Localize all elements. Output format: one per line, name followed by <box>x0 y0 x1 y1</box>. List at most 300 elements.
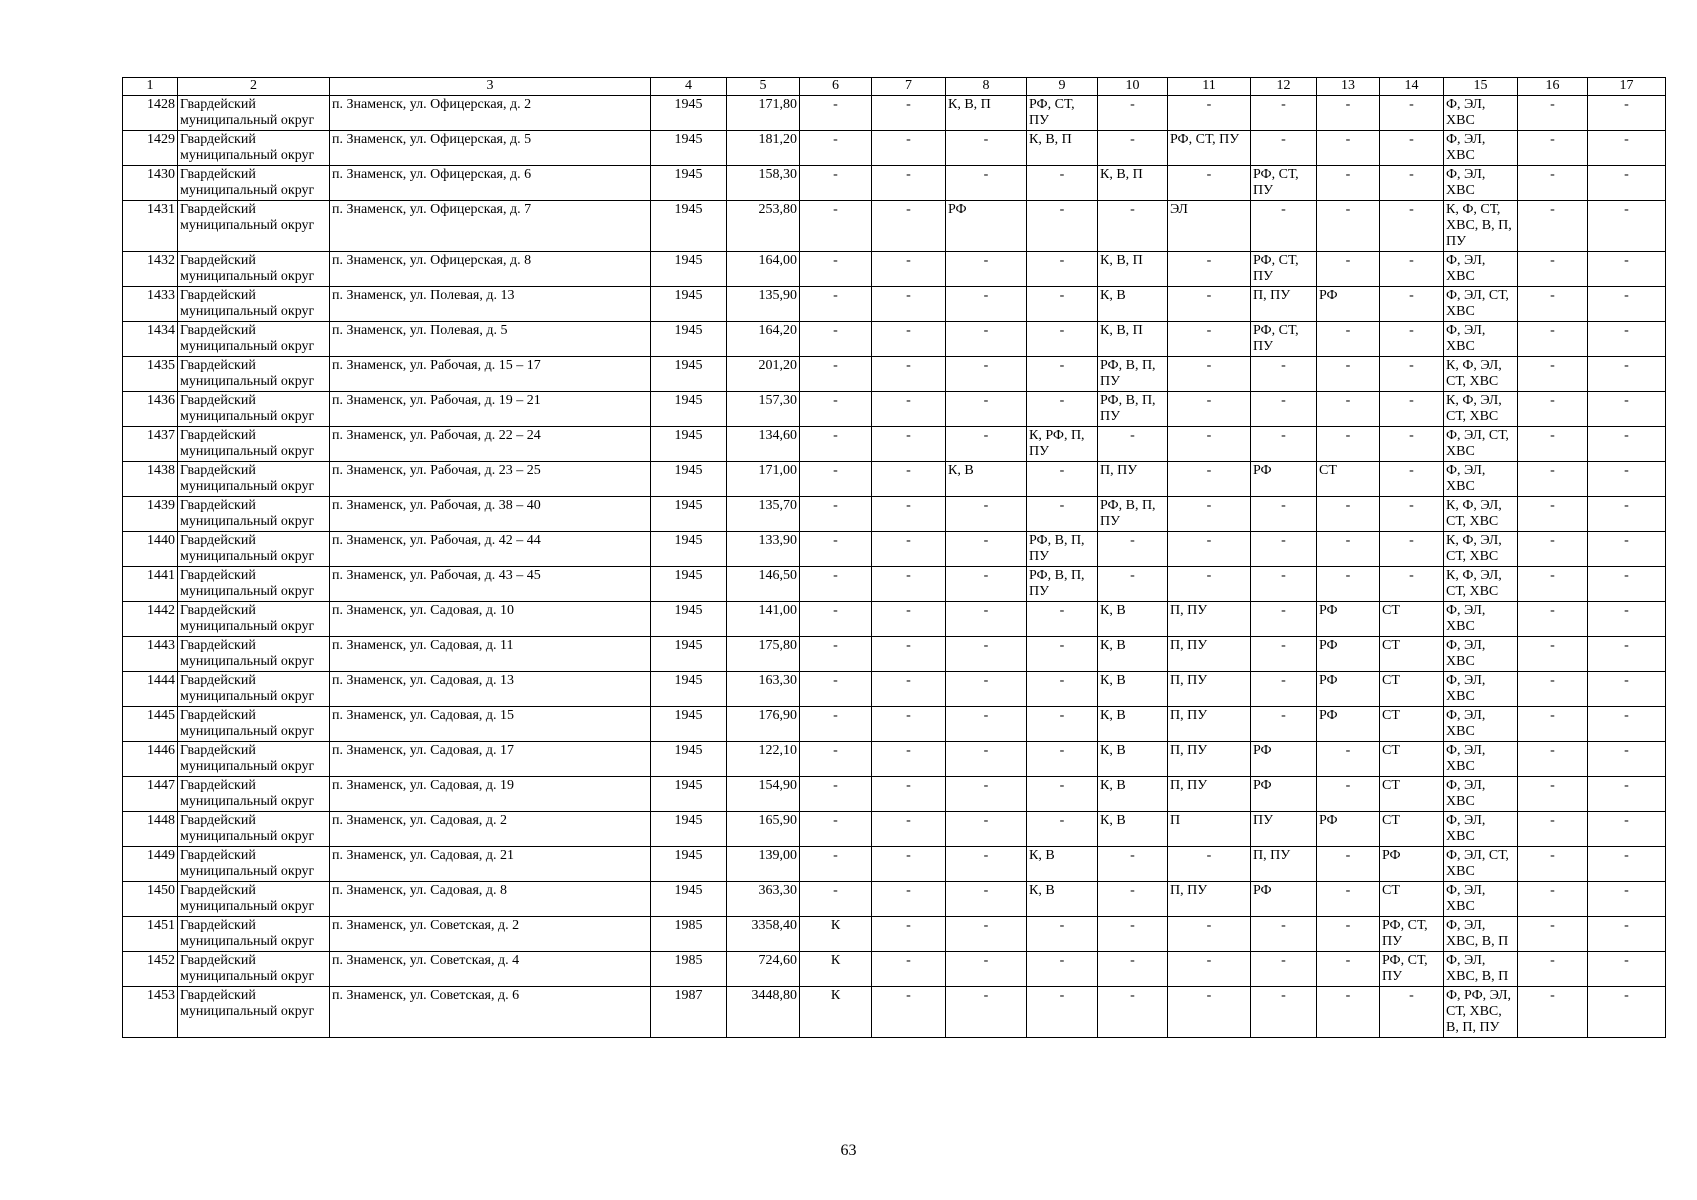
cell-area: 171,80 <box>727 96 800 131</box>
cell-row-number: 1434 <box>123 322 178 357</box>
cell-col-8: - <box>946 847 1027 882</box>
table-row <box>123 637 1666 672</box>
cell-area: 135,70 <box>727 497 800 532</box>
cell-col-14: СТ <box>1380 777 1444 812</box>
cell-col-13: - <box>1317 96 1380 131</box>
cell-col-13: - <box>1317 166 1380 201</box>
cell-year: 1945 <box>651 707 727 742</box>
cell-col-17: - <box>1588 201 1666 252</box>
cell-year: 1945 <box>651 166 727 201</box>
cell-col-11: РФ, СТ, ПУ <box>1168 131 1251 166</box>
cell-address: п. Знаменск, ул. Офицерская, д. 6 <box>330 166 651 201</box>
cell-col-9: - <box>1027 742 1098 777</box>
cell-col-9: К, РФ, П, ПУ <box>1027 427 1098 462</box>
cell-col-12: - <box>1251 707 1317 742</box>
cell-col-13: - <box>1317 322 1380 357</box>
cell-col-12: - <box>1251 96 1317 131</box>
cell-area: 133,90 <box>727 532 800 567</box>
cell-col-17: - <box>1588 532 1666 567</box>
column-header-17: 17 <box>1588 78 1666 96</box>
cell-row-number: 1453 <box>123 987 178 1038</box>
cell-address: п. Знаменск, ул. Садовая, д. 21 <box>330 847 651 882</box>
cell-col-16: - <box>1518 131 1588 166</box>
cell-col-7: - <box>872 427 946 462</box>
cell-col-6: - <box>800 497 872 532</box>
cell-row-number: 1441 <box>123 567 178 602</box>
cell-address: п. Знаменск, ул. Офицерская, д. 2 <box>330 96 651 131</box>
cell-col-15: К, Ф, ЭЛ, СТ, ХВС <box>1444 497 1518 532</box>
cell-col-17: - <box>1588 462 1666 497</box>
cell-col-12: - <box>1251 637 1317 672</box>
cell-area: 141,00 <box>727 602 800 637</box>
cell-district: Гвардейский муниципальный округ <box>178 287 330 322</box>
cell-col-15: К, Ф, ЭЛ, СТ, ХВС <box>1444 357 1518 392</box>
cell-col-14: РФ, СТ, ПУ <box>1380 952 1444 987</box>
cell-area: 158,30 <box>727 166 800 201</box>
cell-col-16: - <box>1518 166 1588 201</box>
cell-year: 1945 <box>651 322 727 357</box>
cell-col-10: - <box>1098 847 1168 882</box>
cell-col-9: - <box>1027 357 1098 392</box>
cell-col-6: - <box>800 427 872 462</box>
cell-col-16: - <box>1518 602 1588 637</box>
cell-col-7: - <box>872 707 946 742</box>
cell-col-7: - <box>872 322 946 357</box>
cell-col-16: - <box>1518 672 1588 707</box>
column-header-16: 16 <box>1518 78 1588 96</box>
cell-col-8: - <box>946 917 1027 952</box>
cell-year: 1945 <box>651 602 727 637</box>
cell-col-17: - <box>1588 131 1666 166</box>
cell-col-10: - <box>1098 882 1168 917</box>
cell-col-8: - <box>946 672 1027 707</box>
cell-col-12: РФ <box>1251 742 1317 777</box>
cell-col-6: - <box>800 812 872 847</box>
cell-address: п. Знаменск, ул. Офицерская, д. 7 <box>330 201 651 252</box>
cell-col-15: Ф, ЭЛ, ХВС <box>1444 742 1518 777</box>
cell-col-10: К, В <box>1098 602 1168 637</box>
cell-col-17: - <box>1588 707 1666 742</box>
cell-area: 253,80 <box>727 201 800 252</box>
cell-col-15: Ф, ЭЛ, ХВС, В, П <box>1444 917 1518 952</box>
cell-address: п. Знаменск, ул. Садовая, д. 2 <box>330 812 651 847</box>
cell-col-9: К, В, П <box>1027 131 1098 166</box>
table-row <box>123 847 1666 882</box>
cell-col-12: - <box>1251 672 1317 707</box>
cell-district: Гвардейский муниципальный округ <box>178 812 330 847</box>
cell-col-6: - <box>800 166 872 201</box>
cell-col-17: - <box>1588 252 1666 287</box>
table-row <box>123 497 1666 532</box>
cell-col-14: - <box>1380 392 1444 427</box>
table-row <box>123 812 1666 847</box>
cell-col-11: П, ПУ <box>1168 672 1251 707</box>
cell-district: Гвардейский муниципальный округ <box>178 952 330 987</box>
cell-col-8: - <box>946 987 1027 1038</box>
cell-col-7: - <box>872 952 946 987</box>
cell-col-12: РФ, СТ, ПУ <box>1251 322 1317 357</box>
cell-col-11: - <box>1168 952 1251 987</box>
table-row <box>123 532 1666 567</box>
table-row <box>123 357 1666 392</box>
cell-row-number: 1452 <box>123 952 178 987</box>
cell-col-10: К, В, П <box>1098 252 1168 287</box>
cell-col-8: - <box>946 497 1027 532</box>
cell-col-17: - <box>1588 672 1666 707</box>
cell-col-6: - <box>800 602 872 637</box>
cell-col-9: - <box>1027 602 1098 637</box>
cell-col-12: - <box>1251 602 1317 637</box>
cell-col-6: - <box>800 287 872 322</box>
cell-col-15: Ф, РФ, ЭЛ, СТ, ХВС, В, П, ПУ <box>1444 987 1518 1038</box>
cell-col-12: - <box>1251 567 1317 602</box>
cell-col-16: - <box>1518 637 1588 672</box>
cell-area: 201,20 <box>727 357 800 392</box>
cell-address: п. Знаменск, ул. Рабочая, д. 19 – 21 <box>330 392 651 427</box>
cell-col-6: - <box>800 201 872 252</box>
cell-col-8: К, В, П <box>946 96 1027 131</box>
cell-col-9: К, В <box>1027 882 1098 917</box>
cell-col-15: Ф, ЭЛ, ХВС <box>1444 462 1518 497</box>
cell-col-16: - <box>1518 987 1588 1038</box>
cell-col-8: - <box>946 882 1027 917</box>
cell-address: п. Знаменск, ул. Рабочая, д. 22 – 24 <box>330 427 651 462</box>
cell-col-7: - <box>872 987 946 1038</box>
table-row <box>123 742 1666 777</box>
registry-table <box>122 77 1666 1038</box>
cell-address: п. Знаменск, ул. Садовая, д. 15 <box>330 707 651 742</box>
cell-col-10: К, В <box>1098 812 1168 847</box>
cell-col-12: П, ПУ <box>1251 287 1317 322</box>
cell-col-12: - <box>1251 987 1317 1038</box>
cell-col-14: - <box>1380 252 1444 287</box>
cell-col-13: - <box>1317 497 1380 532</box>
cell-row-number: 1440 <box>123 532 178 567</box>
cell-address: п. Знаменск, ул. Рабочая, д. 42 – 44 <box>330 532 651 567</box>
cell-col-9: - <box>1027 672 1098 707</box>
cell-col-6: - <box>800 392 872 427</box>
cell-area: 181,20 <box>727 131 800 166</box>
cell-col-15: Ф, ЭЛ, ХВС <box>1444 96 1518 131</box>
cell-col-7: - <box>872 287 946 322</box>
cell-col-13: РФ <box>1317 812 1380 847</box>
cell-col-16: - <box>1518 287 1588 322</box>
cell-address: п. Знаменск, ул. Рабочая, д. 38 – 40 <box>330 497 651 532</box>
cell-year: 1945 <box>651 777 727 812</box>
cell-year: 1985 <box>651 952 727 987</box>
cell-col-15: Ф, ЭЛ, ХВС <box>1444 812 1518 847</box>
cell-district: Гвардейский муниципальный округ <box>178 847 330 882</box>
cell-col-14: - <box>1380 357 1444 392</box>
cell-col-10: РФ, В, П, ПУ <box>1098 497 1168 532</box>
cell-address: п. Знаменск, ул. Садовая, д. 19 <box>330 777 651 812</box>
page-number: 63 <box>840 1142 857 1159</box>
cell-col-9: - <box>1027 777 1098 812</box>
cell-col-7: - <box>872 497 946 532</box>
cell-col-17: - <box>1588 847 1666 882</box>
cell-col-16: - <box>1518 392 1588 427</box>
cell-col-8: - <box>946 637 1027 672</box>
cell-row-number: 1437 <box>123 427 178 462</box>
cell-col-8: РФ <box>946 201 1027 252</box>
cell-area: 157,30 <box>727 392 800 427</box>
column-header-4: 4 <box>651 78 727 96</box>
cell-col-13: - <box>1317 742 1380 777</box>
cell-col-6: - <box>800 637 872 672</box>
cell-col-15: К, Ф, СТ, ХВС, В, П, ПУ <box>1444 201 1518 252</box>
cell-address: п. Знаменск, ул. Офицерская, д. 8 <box>330 252 651 287</box>
cell-col-10: РФ, В, П, ПУ <box>1098 392 1168 427</box>
cell-col-11: - <box>1168 166 1251 201</box>
cell-col-12: ПУ <box>1251 812 1317 847</box>
table-row <box>123 166 1666 201</box>
cell-col-7: - <box>872 882 946 917</box>
cell-col-7: - <box>872 392 946 427</box>
cell-col-9: - <box>1027 952 1098 987</box>
cell-year: 1945 <box>651 847 727 882</box>
cell-col-15: Ф, ЭЛ, СТ, ХВС <box>1444 427 1518 462</box>
cell-col-9: РФ, В, П, ПУ <box>1027 532 1098 567</box>
cell-col-15: Ф, ЭЛ, ХВС <box>1444 166 1518 201</box>
cell-col-17: - <box>1588 427 1666 462</box>
cell-col-11: П <box>1168 812 1251 847</box>
cell-col-16: - <box>1518 322 1588 357</box>
cell-col-15: Ф, ЭЛ, СТ, ХВС <box>1444 847 1518 882</box>
cell-area: 146,50 <box>727 567 800 602</box>
cell-col-8: - <box>946 812 1027 847</box>
cell-col-9: - <box>1027 812 1098 847</box>
cell-address: п. Знаменск, ул. Советская, д. 4 <box>330 952 651 987</box>
cell-col-11: - <box>1168 917 1251 952</box>
cell-col-11: П, ПУ <box>1168 637 1251 672</box>
cell-area: 164,00 <box>727 252 800 287</box>
cell-col-9: - <box>1027 707 1098 742</box>
cell-col-10: К, В, П <box>1098 322 1168 357</box>
cell-col-6: - <box>800 847 872 882</box>
cell-col-15: К, Ф, ЭЛ, СТ, ХВС <box>1444 392 1518 427</box>
table-row <box>123 987 1666 1038</box>
table-row <box>123 462 1666 497</box>
cell-year: 1945 <box>651 462 727 497</box>
table-row <box>123 567 1666 602</box>
cell-year: 1945 <box>651 567 727 602</box>
cell-district: Гвардейский муниципальный округ <box>178 252 330 287</box>
cell-col-14: - <box>1380 497 1444 532</box>
cell-col-17: - <box>1588 287 1666 322</box>
cell-col-11: - <box>1168 252 1251 287</box>
cell-col-13: РФ <box>1317 287 1380 322</box>
cell-year: 1945 <box>651 742 727 777</box>
cell-year: 1985 <box>651 917 727 952</box>
cell-year: 1945 <box>651 637 727 672</box>
header-row <box>123 78 1666 96</box>
cell-row-number: 1438 <box>123 462 178 497</box>
cell-col-8: - <box>946 427 1027 462</box>
cell-col-6: - <box>800 672 872 707</box>
cell-col-13: - <box>1317 357 1380 392</box>
cell-col-13: - <box>1317 952 1380 987</box>
cell-row-number: 1439 <box>123 497 178 532</box>
cell-year: 1945 <box>651 497 727 532</box>
cell-col-15: К, Ф, ЭЛ, СТ, ХВС <box>1444 532 1518 567</box>
column-header-15: 15 <box>1444 78 1518 96</box>
cell-col-7: - <box>872 637 946 672</box>
cell-col-7: - <box>872 131 946 166</box>
cell-col-7: - <box>872 602 946 637</box>
cell-col-6: - <box>800 252 872 287</box>
cell-address: п. Знаменск, ул. Садовая, д. 17 <box>330 742 651 777</box>
cell-col-7: - <box>872 812 946 847</box>
cell-col-7: - <box>872 917 946 952</box>
cell-col-11: - <box>1168 847 1251 882</box>
cell-col-8: - <box>946 131 1027 166</box>
cell-col-12: РФ, СТ, ПУ <box>1251 166 1317 201</box>
cell-col-10: К, В <box>1098 637 1168 672</box>
cell-area: 176,90 <box>727 707 800 742</box>
cell-district: Гвардейский муниципальный округ <box>178 532 330 567</box>
cell-col-8: К, В <box>946 462 1027 497</box>
cell-col-16: - <box>1518 917 1588 952</box>
cell-col-6: - <box>800 96 872 131</box>
cell-col-7: - <box>872 742 946 777</box>
cell-col-11: - <box>1168 427 1251 462</box>
cell-col-6: - <box>800 882 872 917</box>
cell-col-15: Ф, ЭЛ, СТ, ХВС <box>1444 287 1518 322</box>
table-row <box>123 672 1666 707</box>
cell-district: Гвардейский муниципальный округ <box>178 392 330 427</box>
cell-row-number: 1442 <box>123 602 178 637</box>
cell-col-13: - <box>1317 567 1380 602</box>
cell-col-7: - <box>872 201 946 252</box>
cell-col-14: - <box>1380 287 1444 322</box>
cell-col-7: - <box>872 847 946 882</box>
cell-col-6: - <box>800 742 872 777</box>
cell-area: 163,30 <box>727 672 800 707</box>
cell-col-13: - <box>1317 987 1380 1038</box>
column-header-8: 8 <box>946 78 1027 96</box>
cell-col-17: - <box>1588 812 1666 847</box>
cell-col-7: - <box>872 462 946 497</box>
cell-row-number: 1430 <box>123 166 178 201</box>
cell-address: п. Знаменск, ул. Полевая, д. 13 <box>330 287 651 322</box>
cell-col-17: - <box>1588 952 1666 987</box>
cell-col-8: - <box>946 567 1027 602</box>
cell-col-15: Ф, ЭЛ, ХВС <box>1444 707 1518 742</box>
cell-col-12: - <box>1251 532 1317 567</box>
cell-col-16: - <box>1518 742 1588 777</box>
cell-col-14: - <box>1380 462 1444 497</box>
cell-district: Гвардейский муниципальный округ <box>178 427 330 462</box>
cell-col-11: - <box>1168 287 1251 322</box>
cell-col-6: - <box>800 357 872 392</box>
cell-col-15: Ф, ЭЛ, ХВС <box>1444 602 1518 637</box>
cell-district: Гвардейский муниципальный округ <box>178 742 330 777</box>
cell-col-13: РФ <box>1317 707 1380 742</box>
cell-col-15: К, Ф, ЭЛ, СТ, ХВС <box>1444 567 1518 602</box>
table-row <box>123 322 1666 357</box>
cell-area: 165,90 <box>727 812 800 847</box>
cell-col-11: П, ПУ <box>1168 707 1251 742</box>
cell-row-number: 1447 <box>123 777 178 812</box>
cell-col-16: - <box>1518 252 1588 287</box>
cell-col-13: РФ <box>1317 602 1380 637</box>
cell-year: 1945 <box>651 252 727 287</box>
table-row <box>123 882 1666 917</box>
cell-col-13: РФ <box>1317 637 1380 672</box>
cell-year: 1945 <box>651 201 727 252</box>
cell-col-15: Ф, ЭЛ, ХВС <box>1444 252 1518 287</box>
cell-col-7: - <box>872 252 946 287</box>
cell-col-7: - <box>872 672 946 707</box>
cell-col-8: - <box>946 357 1027 392</box>
cell-col-6: - <box>800 131 872 166</box>
cell-col-16: - <box>1518 812 1588 847</box>
cell-year: 1945 <box>651 427 727 462</box>
cell-area: 139,00 <box>727 847 800 882</box>
cell-area: 171,00 <box>727 462 800 497</box>
cell-col-11: - <box>1168 357 1251 392</box>
cell-address: п. Знаменск, ул. Садовая, д. 13 <box>330 672 651 707</box>
cell-col-8: - <box>946 742 1027 777</box>
cell-col-8: - <box>946 166 1027 201</box>
table-row <box>123 427 1666 462</box>
column-header-6: 6 <box>800 78 872 96</box>
cell-col-16: - <box>1518 952 1588 987</box>
cell-col-9: - <box>1027 917 1098 952</box>
cell-col-14: - <box>1380 166 1444 201</box>
cell-col-16: - <box>1518 427 1588 462</box>
cell-col-13: - <box>1317 917 1380 952</box>
cell-year: 1945 <box>651 672 727 707</box>
cell-year: 1945 <box>651 357 727 392</box>
cell-row-number: 1445 <box>123 707 178 742</box>
cell-col-9: - <box>1027 462 1098 497</box>
cell-col-15: Ф, ЭЛ, ХВС <box>1444 777 1518 812</box>
cell-row-number: 1448 <box>123 812 178 847</box>
cell-col-9: - <box>1027 392 1098 427</box>
cell-col-11: П, ПУ <box>1168 742 1251 777</box>
cell-col-11: - <box>1168 96 1251 131</box>
cell-col-13: - <box>1317 427 1380 462</box>
cell-district: Гвардейский муниципальный округ <box>178 917 330 952</box>
cell-col-14: СТ <box>1380 882 1444 917</box>
cell-col-16: - <box>1518 777 1588 812</box>
cell-col-10: - <box>1098 427 1168 462</box>
column-header-1: 1 <box>123 78 178 96</box>
cell-col-10: - <box>1098 987 1168 1038</box>
cell-col-7: - <box>872 777 946 812</box>
cell-row-number: 1450 <box>123 882 178 917</box>
cell-col-17: - <box>1588 987 1666 1038</box>
cell-col-15: Ф, ЭЛ, ХВС <box>1444 672 1518 707</box>
cell-col-17: - <box>1588 357 1666 392</box>
cell-col-8: - <box>946 777 1027 812</box>
cell-col-6: К <box>800 952 872 987</box>
cell-col-17: - <box>1588 777 1666 812</box>
cell-col-8: - <box>946 252 1027 287</box>
cell-col-11: - <box>1168 987 1251 1038</box>
cell-col-14: СТ <box>1380 707 1444 742</box>
cell-col-13: - <box>1317 777 1380 812</box>
cell-district: Гвардейский муниципальный округ <box>178 131 330 166</box>
cell-col-16: - <box>1518 201 1588 252</box>
cell-col-11: П, ПУ <box>1168 602 1251 637</box>
cell-col-13: СТ <box>1317 462 1380 497</box>
cell-col-12: - <box>1251 392 1317 427</box>
cell-year: 1945 <box>651 532 727 567</box>
cell-year: 1987 <box>651 987 727 1038</box>
cell-address: п. Знаменск, ул. Советская, д. 6 <box>330 987 651 1038</box>
